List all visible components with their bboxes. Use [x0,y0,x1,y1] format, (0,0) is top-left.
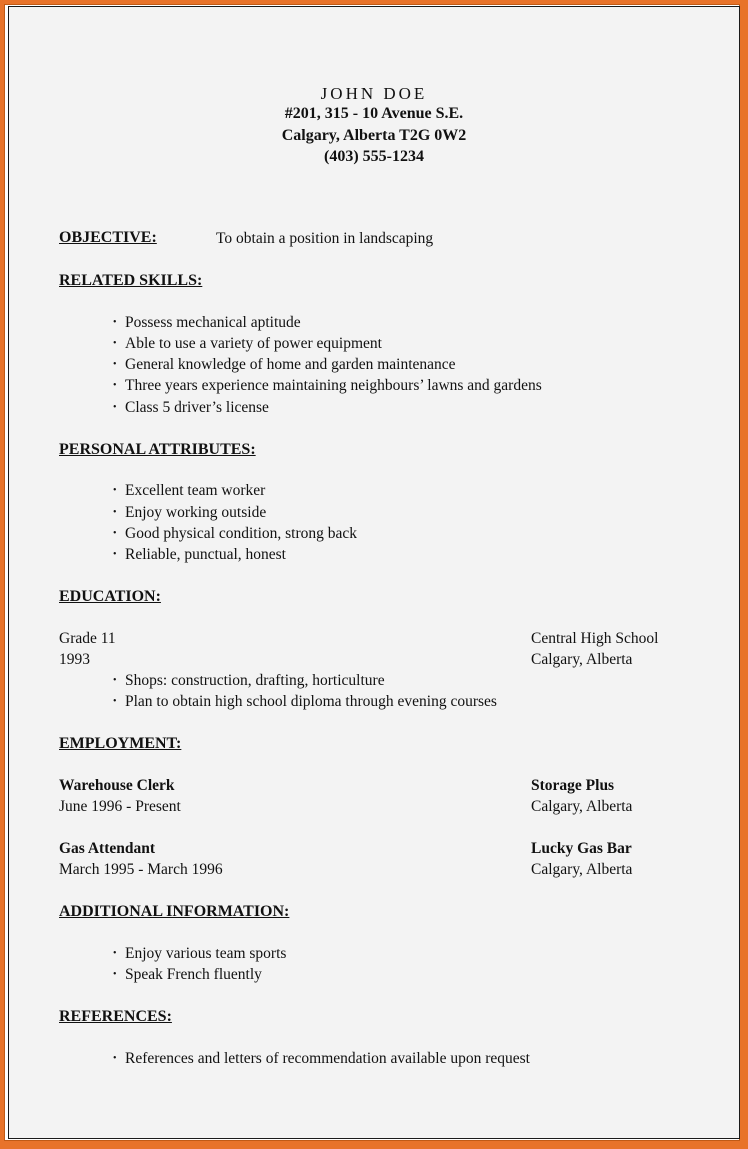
objective-heading: OBJECTIVE: [59,229,157,246]
list-item: • Enjoy working outside [113,504,267,521]
list-item: • Good physical condition, strong back [113,525,358,542]
education-school: Central High School [531,630,659,647]
job-employer: Lucky Gas Bar [531,840,632,857]
education-location: Calgary, Alberta [531,651,633,668]
bullet-icon: • [113,1053,117,1064]
bullet-icon: • [113,507,117,518]
job-title: Warehouse Clerk [59,777,175,794]
additional-information-heading: ADDITIONAL INFORMATION: [59,903,290,920]
phone-number: (403) 555-1234 [324,148,424,165]
education-grade: Grade 11 [59,630,116,647]
education-year: 1993 [59,651,90,668]
bullet-icon: • [113,485,117,496]
list-item: • Plan to obtain high school diploma through evening courses [113,693,497,710]
list-item: • Reliable, punctual, honest [113,546,286,563]
bullet-icon: • [113,317,117,328]
list-item: • References and letters of recommendation available upon request [113,1050,530,1067]
job-dates: June 1996 - Present [59,798,181,815]
list-item: • Excellent team worker [113,482,266,499]
employment-heading: EMPLOYMENT: [59,735,182,752]
list-item: • Speak French fluently [113,966,262,983]
personal-attributes-heading: PERSONAL ATTRIBUTES: [59,441,256,458]
list-item: • Shops: construction, drafting, horticulture [113,672,385,689]
list-item: • Enjoy various team sports [113,945,287,962]
list-item: • Able to use a variety of power equipment [113,335,382,352]
job-title: Gas Attendant [59,840,156,857]
list-item: • Three years experience maintaining neighbours’ lawns and gardens [113,377,542,394]
job-location: Calgary, Alberta [531,861,633,878]
education-heading: EDUCATION: [59,588,161,605]
bullet-icon: • [113,675,117,686]
bullet-icon: • [113,528,117,539]
job-location: Calgary, Alberta [531,798,633,815]
list-item: • Possess mechanical aptitude [113,314,301,331]
address-line-1: #201, 315 - 10 Avenue S.E. [284,105,464,122]
objective-text: To obtain a position in landscaping [216,230,434,247]
bullet-icon: • [113,969,117,980]
job-dates: March 1995 - March 1996 [59,861,223,878]
applicant-name: JOHN DOE [320,84,428,103]
bullet-icon: • [113,402,117,413]
bullet-icon: • [113,359,117,370]
list-item: • Class 5 driver’s license [113,399,269,416]
bullet-icon: • [113,380,117,391]
related-skills-heading: RELATED SKILLS: [59,272,203,289]
resume-page [8,6,740,1139]
bullet-icon: • [113,696,117,707]
job-employer: Storage Plus [531,777,615,794]
bullet-icon: • [113,948,117,959]
bullet-icon: • [113,549,117,560]
bullet-icon: • [113,338,117,349]
list-item: • General knowledge of home and garden maintenance [113,356,456,373]
address-line-2: Calgary, Alberta T2G 0W2 [281,127,467,144]
references-heading: REFERENCES: [59,1008,172,1025]
